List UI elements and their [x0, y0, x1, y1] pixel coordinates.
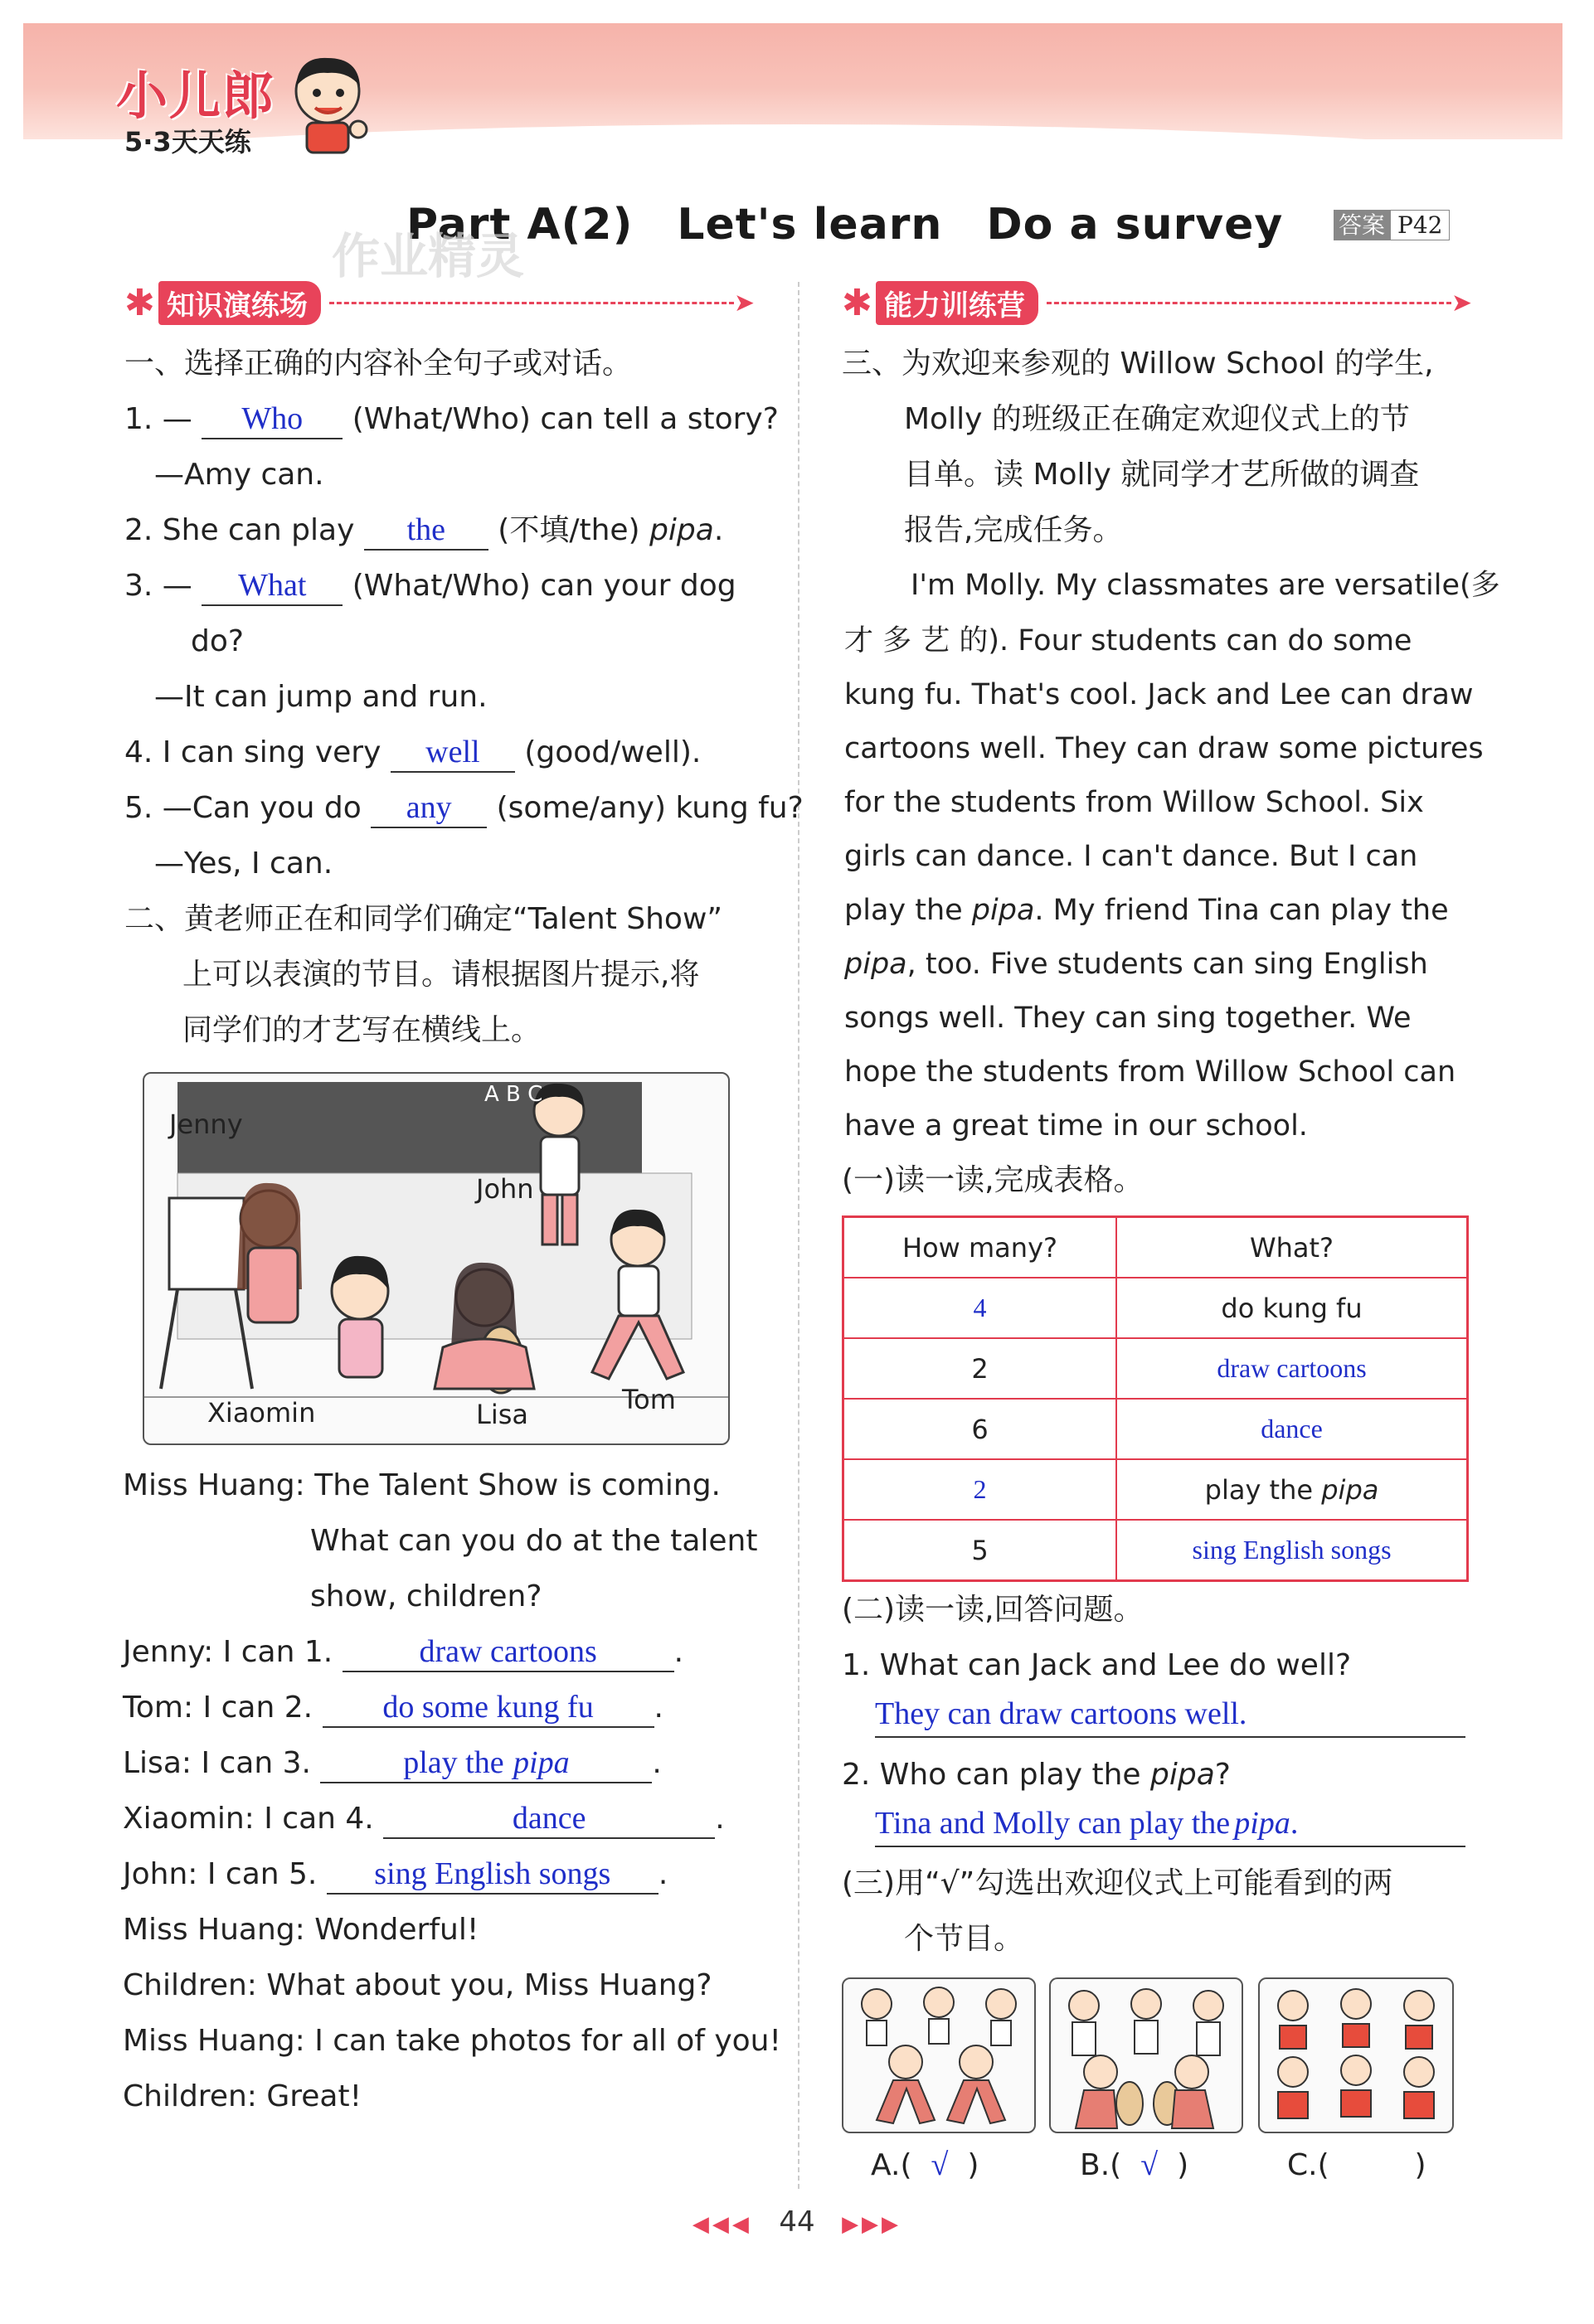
q1-item-2: [124, 502, 723, 558]
talent-show-picture: [143, 1072, 730, 1445]
passage-line-10: hope the students from Willow School can: [844, 1055, 1456, 1089]
q1-2-rest: (不填/the): [498, 513, 640, 547]
part2-q2-end: ?: [1214, 1758, 1231, 1792]
option-b[interactable]: B.( √ ): [1080, 2137, 1188, 2193]
table-row: [843, 1278, 1468, 1338]
q1-1-line2: —Amy can.: [154, 458, 324, 492]
header-what: What?: [1116, 1217, 1468, 1278]
q1-3-num: 3. —: [124, 569, 192, 603]
option-c-picture: [1258, 1977, 1454, 2133]
row4-what: play the pipa: [1116, 1459, 1468, 1520]
dashed-line: [1047, 302, 1451, 304]
dialogue-huang-1b: What can you do at the talent: [310, 1524, 758, 1558]
john-blank: [327, 1856, 658, 1895]
dialogue-children-1: Children: What about you, Miss Huang?: [123, 1968, 712, 2002]
passage-line-3: kung fu. That's cool. Jack and Lee can draw: [844, 678, 1474, 711]
part2-a2-end: .: [1290, 1806, 1299, 1841]
name-xiaomin: Xiaomin: [207, 1397, 316, 1429]
q1-2-rest-italic: pipa: [649, 513, 714, 547]
page-footer: [0, 2205, 1594, 2239]
option-b-mark: √: [1140, 2147, 1159, 2182]
option-a-mark: √: [931, 2147, 949, 2182]
lisa-blank: [320, 1744, 652, 1783]
header-how-many: How many?: [843, 1217, 1117, 1278]
lisa-line: Lisa: I can 3.: [123, 1746, 311, 1780]
q2-heading-3: 同学们的才艺写在横线上。: [182, 1013, 542, 1047]
passage-line-4: cartoons well. They can draw some pictures: [844, 732, 1484, 765]
row4-how-many: 2: [843, 1459, 1117, 1520]
john-line: John: I can 5.: [123, 1857, 318, 1891]
passage-line-5: for the students from Willow School. Six: [844, 786, 1424, 819]
passage-line-1: I'm Molly. My classmates are versatile(多: [911, 569, 1500, 602]
section-label-right: 能力训练营: [876, 281, 1038, 325]
q3-heading-4: 报告,完成任务。: [904, 513, 1123, 547]
figure-icon: ✱: [842, 281, 872, 324]
choir-with-books-illustration: [1260, 1979, 1452, 2132]
part3-heading-1: (三)用“√”勾选出欢迎仪式上可能看到的两: [842, 1866, 1393, 1900]
prev-arrows-icon: ◀◀◀: [692, 2212, 752, 2237]
dashed-line: [329, 302, 734, 304]
name-tom: Tom: [622, 1384, 676, 1415]
dialogue-tom: Tom: I can 2. do some kung fu .: [123, 1680, 663, 1735]
part2-a1-line: [875, 1691, 1465, 1738]
dialogue-jenny: Jenny: I can 1. draw cartoons .: [123, 1624, 683, 1680]
name-john: John: [476, 1173, 534, 1205]
table-row: [843, 1459, 1468, 1520]
q1-5-rest: (some/any) kung fu?: [496, 791, 804, 825]
jenny-line: Jenny: I can 1.: [123, 1635, 333, 1669]
watermark: 作业精灵: [332, 228, 525, 284]
singing-and-pipa-illustration: [1051, 1979, 1242, 2132]
q1-2-rest-end: .: [713, 513, 724, 547]
section-tag-right: [842, 282, 1472, 323]
q1-4-answer: well: [425, 735, 480, 769]
board-letters: A B C: [484, 1082, 543, 1107]
answer-reference: [1334, 207, 1450, 240]
q1-2-answer: the: [406, 512, 446, 547]
q3-heading-1: 三、为欢迎来参观的 Willow School 的学生,: [842, 347, 1434, 381]
q1-1-num: 1. —: [124, 402, 192, 436]
part2-a2-line: [875, 1801, 1465, 1847]
passage-line-8: pipa, too. Five students can sing English: [844, 948, 1428, 981]
part2-a2-italic: pipa: [1234, 1806, 1290, 1841]
q1-2-num: 2. She can play: [124, 513, 355, 547]
option-c-label: C.: [1287, 2148, 1318, 2182]
passage-line-7: play the pipa. My friend Tina can play the: [844, 894, 1449, 927]
dialogue-lisa: Lisa: I can 3. play the pipa .: [123, 1735, 662, 1791]
q1-5-line2: —Yes, I can.: [154, 847, 333, 881]
tom-blank: [323, 1689, 654, 1728]
row3-how-many: 6: [843, 1399, 1117, 1459]
row5-how-many: 5: [843, 1520, 1117, 1581]
lisa-answer: play the: [403, 1745, 504, 1780]
next-arrows-icon: ▶▶▶: [842, 2212, 902, 2237]
passage-line-2: 才 多 艺 的). Four students can do some: [844, 624, 1412, 657]
survey-table: [842, 1215, 1469, 1582]
q3-heading-2: Molly 的班级正在确定欢迎仪式上的节: [904, 402, 1410, 436]
part2-a1: They can draw cartoons well.: [875, 1696, 1247, 1731]
q1-1-rest: (What/Who) can tell a story?: [352, 402, 779, 436]
part3-heading-2: 个节目。: [904, 1922, 1024, 1956]
part2-q1: 1. What can Jack and Lee do well?: [842, 1648, 1352, 1682]
xiaomin-answer: dance: [512, 1801, 586, 1836]
dialogue-huang-2: Miss Huang: Wonderful!: [123, 1913, 479, 1947]
q1-5-num: 5. —Can you do: [124, 791, 362, 825]
table-header-row: [843, 1217, 1468, 1278]
row1-what: do kung fu: [1116, 1278, 1468, 1338]
figure-icon: ✱: [124, 281, 155, 324]
brand-series: 5·3天天练: [124, 126, 251, 158]
xiaomin-blank: [383, 1800, 715, 1839]
passage-line-6: girls can dance. I can't dance. But I can: [844, 840, 1418, 873]
section-label-left: 知识演练场: [158, 281, 321, 325]
part2-a2: Tina and Molly can play the: [875, 1806, 1231, 1841]
part2-q2-text: 2. Who can play the: [842, 1758, 1141, 1792]
brand-logo: 小儿郎: [116, 65, 276, 126]
q1-4-blank: [391, 734, 515, 773]
dialogue-huang-1: Miss Huang: The Talent Show is coming.: [123, 1468, 722, 1502]
q1-item-3: [124, 558, 736, 614]
name-lisa: Lisa: [476, 1399, 528, 1430]
page-title: Part A(2) Let's learn Do a survey: [406, 200, 1284, 250]
answer-page: P42: [1390, 210, 1450, 240]
q2-heading-1: 二、黄老师正在和同学们确定“Talent Show”: [124, 902, 723, 936]
table-row: [843, 1338, 1468, 1399]
table-row: [843, 1399, 1468, 1459]
q1-5-blank: [371, 789, 487, 828]
kung-fu-kids-illustration: [843, 1979, 1034, 2132]
mascot-boy-icon: [282, 50, 373, 158]
jenny-blank: [343, 1633, 674, 1672]
q1-3-rest: (What/Who) can your dog: [352, 569, 736, 603]
table-row: [843, 1520, 1468, 1581]
q1-item-1: [124, 391, 779, 447]
jenny-answer: draw cartoons: [419, 1634, 597, 1669]
q1-4-num: 4. I can sing very: [124, 735, 381, 769]
q2-heading-2: 上可以表演的节目。请根据图片提示,将: [182, 958, 700, 992]
q1-2-blank: [364, 512, 488, 551]
answer-key-label: 答案: [1334, 210, 1390, 240]
dialogue-huang-1c: show, children?: [310, 1579, 542, 1613]
part1-heading: (一)读一读,完成表格。: [842, 1163, 1144, 1197]
part2-heading: (二)读一读,回答问题。: [842, 1593, 1144, 1627]
column-divider: [798, 282, 799, 2189]
row2-what: draw cartoons: [1116, 1338, 1468, 1399]
q1-4-rest: (good/well).: [524, 735, 702, 769]
dialogue-john: John: I can 5. sing English songs .: [123, 1846, 668, 1902]
option-c[interactable]: C.( ): [1287, 2148, 1426, 2182]
part2-q2: [842, 1747, 1231, 1802]
q1-3-blank: [202, 567, 343, 606]
dialogue-huang-3: Miss Huang: I can take photos for all of you!: [123, 2024, 781, 2058]
arrow-icon: ➤: [1451, 288, 1472, 318]
section-tag-left: [124, 282, 755, 323]
q1-heading: 一、选择正确的内容补全句子或对话。: [124, 347, 633, 381]
part2-q2-italic: pipa: [1149, 1758, 1215, 1792]
q1-5-answer: any: [406, 790, 452, 825]
lisa-answer-italic: pipa: [513, 1745, 570, 1780]
row1-how-many: 4: [843, 1278, 1117, 1338]
option-a-picture: [842, 1977, 1036, 2133]
option-a[interactable]: A.( √ ): [871, 2137, 979, 2193]
passage-line-9: songs well. They can sing together. We: [844, 1002, 1412, 1035]
option-b-picture: [1049, 1977, 1243, 2133]
row5-what: sing English songs: [1116, 1520, 1468, 1581]
q1-1-blank: [202, 400, 343, 439]
row3-what: dance: [1116, 1399, 1468, 1459]
tom-answer: do some kung fu: [382, 1690, 594, 1725]
page-number: 44: [779, 2205, 815, 2239]
q1-3-line3: —It can jump and run.: [154, 680, 488, 714]
row2-how-many: 2: [843, 1338, 1117, 1399]
tom-line: Tom: I can 2.: [123, 1691, 313, 1725]
arrow-icon: ➤: [733, 288, 755, 318]
name-jenny: Jenny: [169, 1109, 243, 1140]
passage-line-11: have a great time in our school.: [844, 1109, 1308, 1143]
option-b-label: B.: [1080, 2148, 1110, 2182]
xiaomin-line: Xiaomin: I can 4.: [123, 1802, 374, 1836]
john-answer: sing English songs: [374, 1856, 611, 1891]
q1-item-4: [124, 725, 701, 780]
q3-heading-3: 目单。读 Molly 就同学才艺所做的调查: [904, 458, 1420, 492]
option-a-label: A.: [871, 2148, 901, 2182]
q1-3-line2: do?: [191, 624, 244, 658]
q1-1-answer: Who: [241, 401, 304, 436]
dialogue-children-2: Children: Great!: [123, 2079, 362, 2113]
q1-item-5: [124, 780, 804, 836]
dialogue-xiaomin: Xiaomin: I can 4. dance .: [123, 1791, 725, 1846]
q1-3-answer: What: [238, 568, 307, 603]
